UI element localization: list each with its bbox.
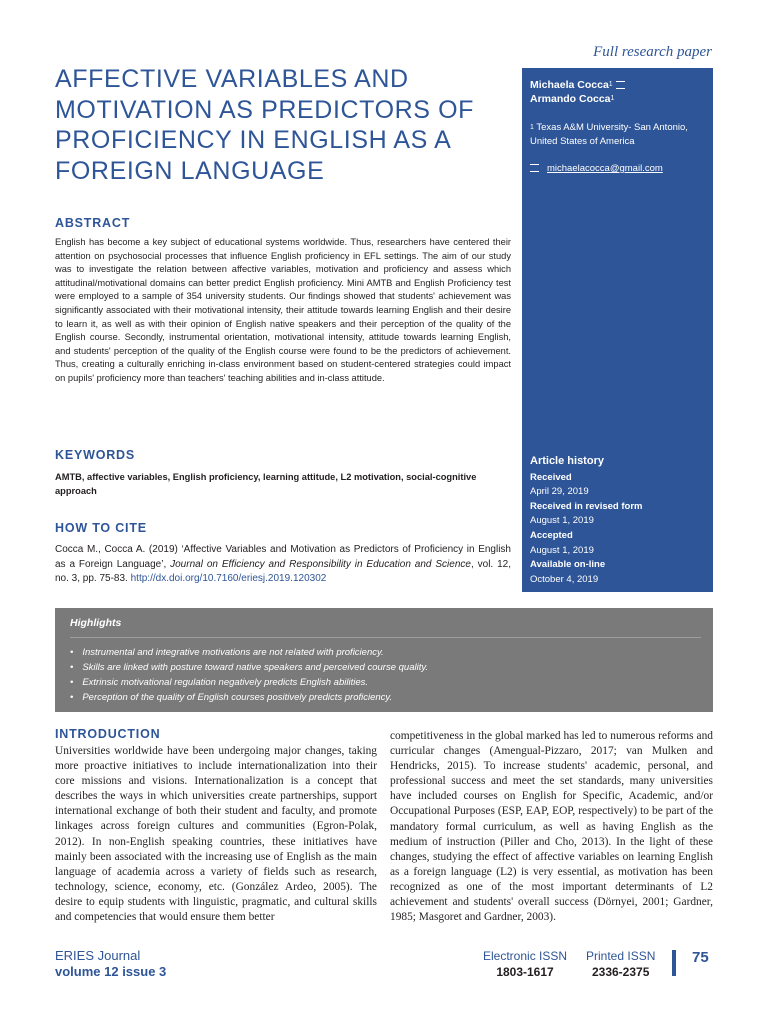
author-name (530, 92, 625, 106)
journal-name: ERIES Journal (55, 948, 141, 963)
cite-heading: HOW TO CITE (55, 521, 147, 535)
page-number: 75 (692, 949, 709, 966)
journal-volume: volume 12 issue 3 (55, 964, 167, 979)
eissn-number: 1803-1617 (496, 965, 554, 979)
author-sidebar (522, 68, 713, 592)
affiliation (530, 121, 710, 149)
author-1-superscript: 1 (608, 81, 613, 88)
electronic-issn (483, 948, 567, 980)
pissn-label: Printed ISSN (586, 949, 656, 963)
highlights-list (70, 645, 428, 705)
envelope-icon (530, 164, 539, 172)
highlights-box (55, 608, 713, 712)
introduction-heading: INTRODUCTION (55, 727, 161, 741)
online-label: Available on-line (530, 559, 606, 571)
introduction-column-2: competitiveness in the global marked has led to numerous reforms and curricular changes (Amengual-Pizzaro, 2017; van Mulken and Hendricks, 2015). To increase students' academic, personal, and professional success and meet the set standards, many universities have included courses on English for Specific, Academic, and/or Occupational Purposes (ESP, EAP, EOP, respectively) to be part of the mandatory formal curriculum, as well as having English as the medium of instruction (Piller and Cho, 2013). In the light of these changes, studying the effect of affective variables on learning English as a foreign language (L2) is very essential, as motivation has been recognized as one of the most important determinants of L2 achievement and students' overall success (Dörnyei, 2001; Gardner, 1985; Masgoret and Gardner, 2003). (390, 730, 713, 924)
keywords-text: AMTB, affective variables, English proficiency, learning attitude, L2 motivation, social-cognitive approach (55, 472, 477, 496)
envelope-icon (616, 81, 625, 89)
revised-label: Received in revised form (530, 500, 643, 512)
contact-email (530, 163, 663, 174)
citation-authors: Cocca M., Cocca A. (2019) ‘Affective Variables and Motivation as Predictors of Proficiency in English as a Foreign Language’, (55, 544, 511, 570)
keywords-heading: KEYWORDS (55, 448, 136, 462)
citation-volume: , vol. 12, no. 3, pp. 75-83. (55, 558, 511, 585)
highlight-item: • Skills are linked with posture toward native speakers and perceived course quality. (70, 660, 428, 675)
highlight-item: • Instrumental and integrative motivations are not related with proficiency. (70, 645, 428, 660)
received-date: April 29, 2019 (530, 486, 589, 498)
revised-date: August 1, 2019 (530, 515, 594, 527)
email-link[interactable]: michaelacocca@gmail.com (547, 163, 663, 174)
highlights-heading: Highlights (70, 617, 122, 629)
citation (55, 543, 511, 587)
pissn-number: 2336-2375 (591, 965, 650, 979)
abstract-heading: ABSTRACT (55, 216, 131, 230)
introduction-column-1: Universities worldwide have been undergoing major changes, taking more proactive initiatives to include internationalization into their core missions and visions. Internationalization is a concept that describes the ways in which universities create partnerships, support international exchange of both their student and faculty, and promote linkages across foreign cultures and communities (Egron-Polak, 2012). In non-English speaking countries, these initiatives have mainly been associated with the increasing use of English as the main language of academia across a variety of fields such as research, technology, science, economy, etc. (González Ardeo, 2005). The desire to equip students with linguistic, pragmatic, and cultural skills and competencies that would ensure them better (55, 745, 377, 924)
highlight-item: • Perception of the quality of English courses positively predicts proficiency. (70, 690, 428, 705)
online-date: October 4, 2019 (530, 573, 599, 585)
author-2: Armando Cocca (530, 93, 611, 105)
received-label: Received (530, 471, 572, 483)
affiliation-text: Texas A&M University- San Antonio, United States of America (530, 122, 688, 147)
doi-link[interactable]: http://dx.doi.org/10.7160/eriesj.2019.120302 (130, 573, 327, 585)
accepted-date: August 1, 2019 (530, 544, 594, 556)
author-2-superscript: 1 (610, 95, 615, 102)
author-name (530, 78, 625, 92)
printed-issn (586, 948, 655, 980)
author-list (530, 78, 625, 106)
highlight-item: • Extrinsic motivational regulation negatively predicts English abilities. (70, 675, 428, 690)
highlights-divider (70, 637, 701, 638)
article-title: AFFECTIVE VARIABLES AND MOTIVATION AS PREDICTORS OF PROFICIENCY IN ENGLISH AS A FOREIGN LANGUAGE (55, 65, 475, 185)
eissn-label: Electronic ISSN (483, 949, 568, 963)
author-1: Michaela Cocca (530, 79, 609, 91)
paper-type-label: Full research paper (593, 44, 712, 60)
citation-journal: Journal on Efficiency and Responsibility in Education and Science (170, 558, 471, 570)
footer-divider (672, 950, 676, 976)
affiliation-superscript: 1 (530, 124, 534, 131)
article-history (530, 454, 642, 587)
abstract-text: English has become a key subject of educational systems worldwide. Thus, researchers have centered their attention on psychosocial processes that influence English proficiency in EFL settings. The aim of our study was to investigate the relation between affective variables, motivation and proficiency and assess which attitudinal/motivational domains can better predict English proficiency. Mini AMTB and English Proficiency test were employed to a sample of 354 university students. Our findings showed that students' achievement was significantly associated with their motivational intensity, their attitude towards learning English and their desire to learn it, as well as with their opinion of English native speakers and their perception of the quality of the English course. Secondly, instrumental orientation, motivational intensity, attitude towards learning English, and students' perception of the quality of the English course were found to be the predictors of achievement. Thus, creating a culturally enriching in-class environment based on student-centered strategies could impact on pupils' proficiency more than teachers' teaching abilities and in-class attitude. (55, 237, 511, 383)
accepted-label: Accepted (530, 529, 573, 541)
footer-journal (55, 948, 166, 980)
history-heading: Article history (530, 455, 604, 467)
